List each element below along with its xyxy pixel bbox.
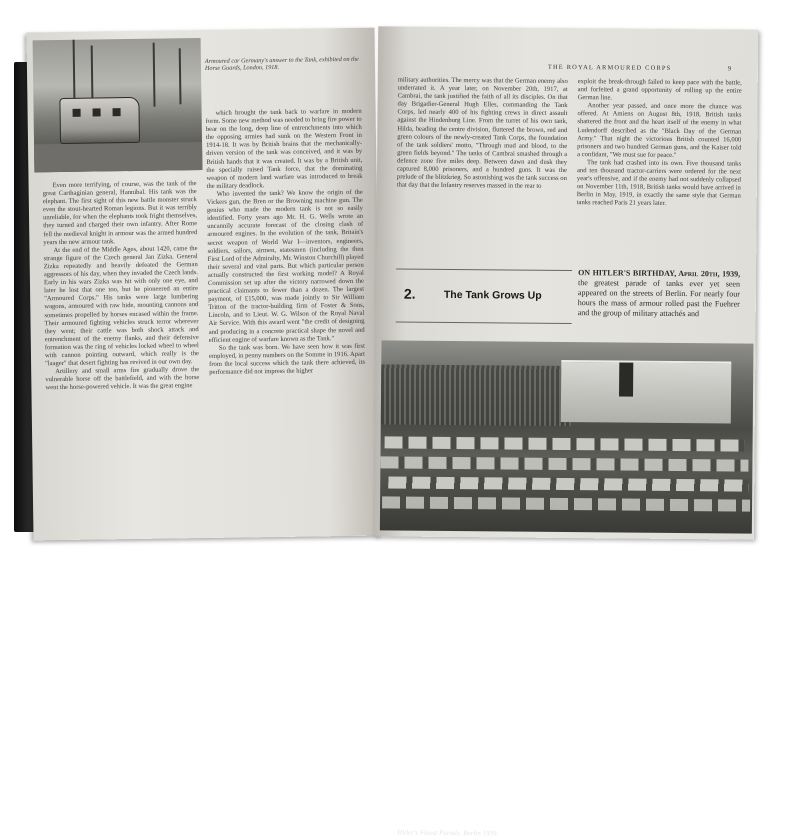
paragraph: exploit the break-through failed to keep pace with the battle, and forfeited a grand opportunity of rolling up the entire German line. <box>577 78 742 102</box>
paragraph: At the end of the Middle Ages, about 1420, came the strange figure of the Czech general Jan Zizka. General Zizka repeatedly and heavily defeated the German aggressors of his day, when they invaded the Czech lands. Early in his wars Zizka was hit with only one eye, and later he lost that one too, but he pioneered an entire "Armoured Corps." His tanks were large lumbering wagons, armoured with raw hide, mounting cannons and sometimes propelled by horses encased within the frame. Their armoured fighting vehicles struck terror wherever they went; their cattle was both shock attack and entrenchment of the enemy flanks, and their defensive formation was the ring of vehicles locked wheel to wheel with cannon pointing outward, which really is the "laager" that desert fighting has revived in our own day. <box>43 244 200 368</box>
page-number: 9 <box>727 65 733 73</box>
running-head-title: THE ROYAL ARMOURED CORPS <box>547 63 672 72</box>
chapter-text: the greatest parade of tanks ever yet seen appeared on the streets of Berlin. For nearly four hours the mass of armour rolled past the Fuehrer and the group of military attachés and <box>577 278 741 319</box>
photo-caption: Armoured car Germany's answer to the Tank, exhibited on the Horse Guards, London, 1918. <box>204 55 359 73</box>
paragraph: Artillery and small arms fire gradually drove the vulnerable horse off the battlefield, and with the horse went the horse-powered vehicle. It was the great engine <box>45 366 200 392</box>
paragraph: which brought the tank back to warfare in modern form. Some new method was needed to bring fire power to bear on the long, deep line of entrenchments into which the opposing armies had sunk on the Western Front in 1914-18. It was by British brains that the mechanically-driven version of the tank was conceived, and it was by British hands that it was created. It was by a British unit, the specially raised Tank force, that the dominating weapon of modern land warfare was introduced to break the military deadlock. <box>205 107 363 190</box>
paragraph: Who invented the tank? We know the origin of the Vickers gun, the Bren or the Browning machine gun. The genius who made the modern tank is not so easily identified. Forty years ago Mr. H. G. Wells wrote an uncannily accurate forecast of the closing clash of armoured engines. In the evolution of the tank, Britain's secret weapon of World War I—inventors, engineers, soldiers, sailors, airmen, statesmen (including the then First Lord of the Admiralty, Mr. Winston Churchill) played their several and vital parts. But which particular person actually constructed the first working model? A Royal Commission set up after the victory narrowed down the practical claimants to fewer than a dozen. The largest payment, of £15,000, was made jointly to Sir William Tritton of the tractor-building firm of Foster & Sons, Lincoln, and to Lieut. W. G. Wilson of the Royal Naval Air Service. With this award went "the credit of designing and producing in a concrete practical shape the novel and efficient engine of warfare known as the Tank." <box>206 188 365 344</box>
tank-parade-photo <box>380 340 754 838</box>
left-column-2 <box>206 108 366 377</box>
chapter-intro <box>578 268 740 319</box>
chapter-number: 2. <box>403 285 416 302</box>
right-column-2 <box>577 78 742 209</box>
left-page <box>26 28 381 541</box>
paragraph: Another year passed, and once more the chance was offered. At Amiens on August 8th, 1918, British tanks shattered the front and the heart itself of the enemy in what Ludendorff described as the "Black Day of the German Army." That night the victorious British counted 16,000 prisoners and two hundred German guns, and the Kaiser told a confidant, "We must sue for peace." <box>577 102 742 159</box>
parade-caption: Hitler's Finest Parade, Berlin 1939. <box>397 828 499 838</box>
right-page <box>374 26 758 838</box>
running-header <box>398 63 738 73</box>
chapter-heading <box>396 269 572 325</box>
paragraph: The tank had crashed into its own. Five thousand tanks and ten thousand tractor-carriers were ordered for the next year's offensive, and if the enemy had not suddenly collapsed on November 11th, 1918, British tanks would have arrived in Berlin in May, 1919, in exactly the same style that German tanks reached Paris 21 years later. <box>576 159 742 208</box>
chapter-title: The Tank Grows Up <box>443 288 542 302</box>
right-column-1 <box>397 77 568 192</box>
paragraph: So the tank was born. We have seen how it was first employed, in penny numbers on the Somme in 1916. Apart from the local success which the tank there achieved, its performance did not impress the higher <box>208 342 366 376</box>
paragraph: military authorities. The mercy was that the German enemy also underrated it. A year later, on November 20th, 1917, at Cambrai, the tank justified the faith of all its disciples. On that day Brigadier-General Hugh Elles, commanding the Tank Corps, led nearly 400 of his fighting crews in direct assault against the Hindenburg Line. From the turret of his own tank, Hilda, heading the centre division, fluttered the brown, red and green colours of the newly-created Tank Corps, the foundation of the tank soldiers' motto, "Through mud and blood, to the green fields beyond." The tanks of Cambrai smashed through a defence zone five miles deep. Between dawn and dusk they captured 8,000 prisoners, and a hundred guns. It was the prelude of the blitzkrieg. So astonishing was the tank success on that day that the Infantry reserves massed in the rear to <box>396 76 568 191</box>
left-column-1 <box>43 180 200 393</box>
armoured-car-photo <box>33 38 203 172</box>
paragraph: Even more terrifying, of course, was the tank of the great Carthaginian general, Hannibal. His tank was the elephant. The first sight of this new battle monster struck even the stout-hearted Roman legions. But it was terribly unreliable, for when the elephants took fright themselves, they turned and charged their own infantry. After Rome fell the medieval knight in armour was the armed hundred years the new armour tank. <box>42 180 198 246</box>
chapter-lead: ON HITLER'S BIRTHDAY, April 20th, 1939, <box>578 268 741 279</box>
